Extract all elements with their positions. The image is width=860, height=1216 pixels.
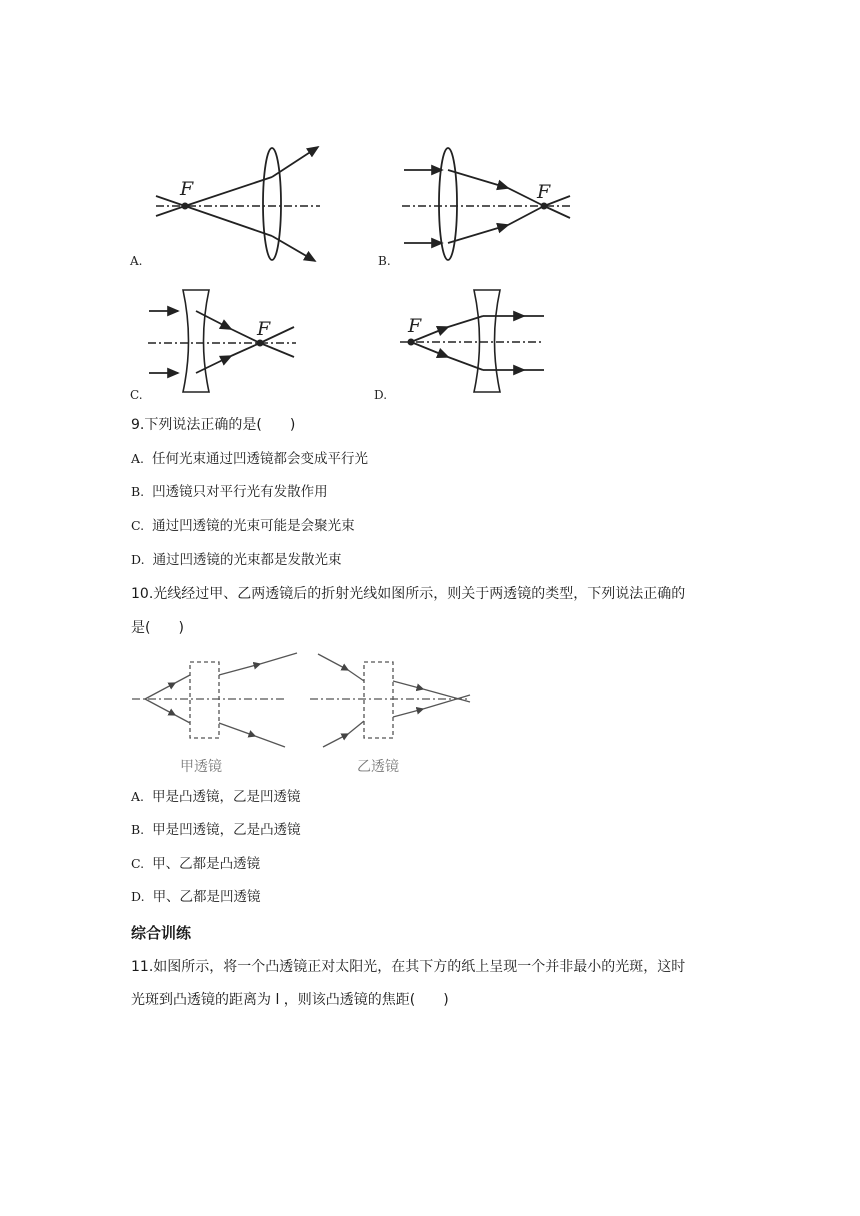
figure-lens-jia [130,648,300,752]
option-label: A. [131,789,145,804]
figure-lens-yi [308,648,478,752]
question-9-option-b [131,482,328,502]
option-text: 通过凹透镜的光束可能是会聚光束 [152,518,355,534]
option-label: C. [131,856,145,871]
focus-label: F [408,315,422,337]
option-text: 甲、乙都是凹透镜 [152,889,261,905]
figure-a-label: A. [130,254,143,268]
figure-d-label: D. [374,388,388,402]
figure-c-concave-lens [146,284,306,399]
figure-b-convex-lens [398,140,578,265]
question-10-stem-line2: 是( ) [131,620,184,636]
section-heading: 综合训练 [131,924,192,942]
question-9-stem: 9.下列说法正确的是( ) [131,417,296,433]
focus-label: F [537,181,551,203]
option-text: 任何光束通过凹透镜都会变成平行光 [152,451,369,467]
option-text: 甲是凸透镜，乙是凹透镜 [152,789,301,805]
figure-b-label: B. [378,254,391,268]
question-11-line1: 11.如图所示，将一个凸透镜正对太阳光，在其下方的纸上呈现一个并非最小的光斑，这时 [131,959,686,975]
question-11-line2: 光斑到凸透镜的距离为 l ，则该凸透镜的焦距( ) [131,992,449,1008]
caption-jia-lens: 甲透镜 [180,759,222,775]
caption-yi-lens: 乙透镜 [357,759,399,775]
focus-label: F [180,178,194,200]
question-9-option-c [131,516,355,536]
option-text: 甲、乙都是凸透镜 [152,856,261,872]
option-label: B. [131,484,145,499]
question-9-option-d [131,550,342,570]
option-text: 凹透镜只对平行光有发散作用 [152,484,328,500]
figure-d-concave-lens [398,284,558,399]
question-10-option-c [131,854,260,874]
focus-label: F [257,318,271,340]
option-label: A. [131,451,145,466]
figure-c-label: C. [130,388,143,402]
option-label: D. [131,889,145,904]
option-label: B. [131,822,145,837]
question-9-option-a [131,449,368,469]
figure-a-convex-lens [150,140,330,265]
option-label: D. [131,552,145,567]
option-text: 甲是凹透镜，乙是凸透镜 [152,822,301,838]
question-10-stem-line1: 10.光线经过甲、乙两透镜后的折射光线如图所示，则关于两透镜的类型，下列说法正确的 [131,586,686,602]
option-text: 通过凹透镜的光束都是发散光束 [152,552,342,568]
question-10-option-a [131,787,301,807]
option-label: C. [131,518,145,533]
question-10-option-b [131,820,301,840]
question-10-option-d [131,887,261,907]
